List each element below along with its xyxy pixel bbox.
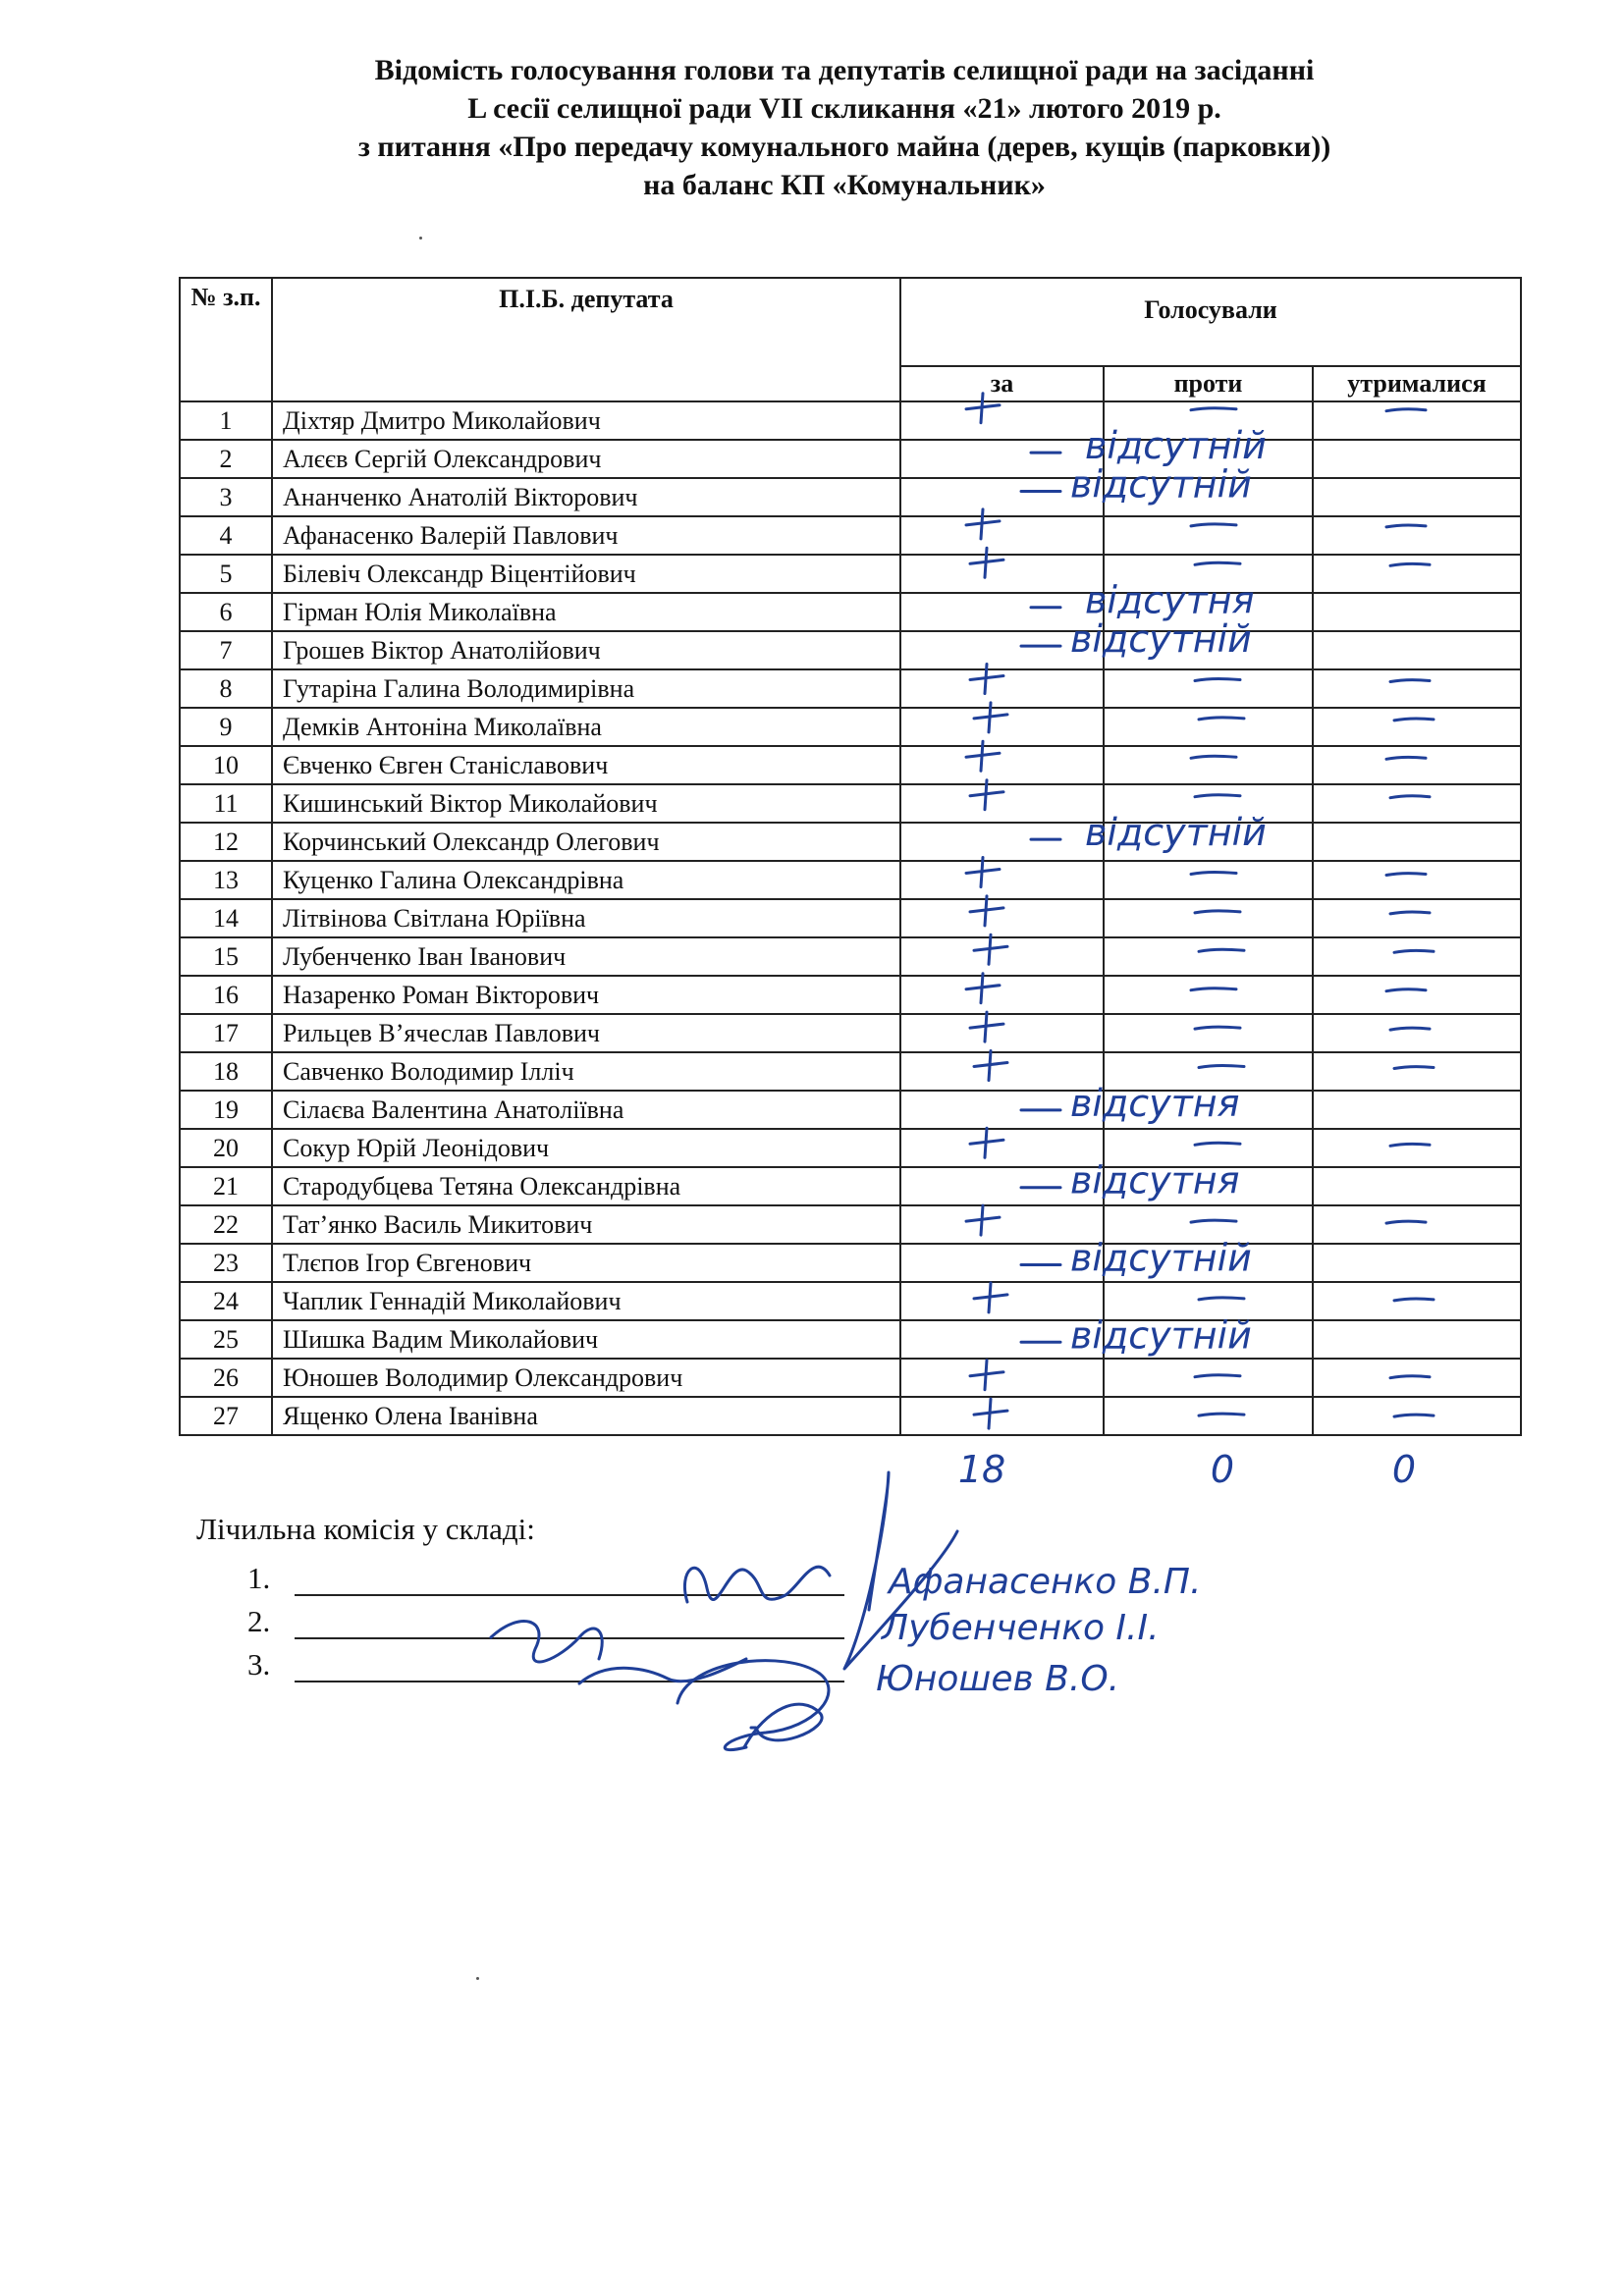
vote-against-cell bbox=[1104, 631, 1313, 669]
row-number: 22 bbox=[180, 1205, 272, 1244]
vote-against-cell bbox=[1104, 899, 1313, 937]
vote-against-cell bbox=[1104, 669, 1313, 708]
row-number: 10 bbox=[180, 746, 272, 784]
vote-total: 0 bbox=[1210, 1448, 1235, 1491]
table-row bbox=[180, 555, 1521, 593]
table-row bbox=[180, 401, 1521, 440]
deputy-name: Грошев Віктор Анатолійович bbox=[272, 631, 900, 669]
absent-note: відсутня bbox=[1070, 1081, 1240, 1125]
deputy-name: Стародубцева Тетяна Олександрівна bbox=[272, 1167, 900, 1205]
column-header-number: № з.п. bbox=[180, 278, 272, 401]
deputy-name: Діхтяр Дмитро Миколайович bbox=[272, 401, 900, 440]
table-row bbox=[180, 593, 1521, 631]
signature-1: Афанасенко В.П. bbox=[889, 1562, 1202, 1602]
vote-for-cell bbox=[900, 1282, 1104, 1320]
row-number: 14 bbox=[180, 899, 272, 937]
deputy-name: Чаплик Геннадій Миколайович bbox=[272, 1282, 900, 1320]
vote-abstain-cell bbox=[1313, 1359, 1521, 1397]
vote-against-cell bbox=[1104, 516, 1313, 555]
table-row bbox=[180, 1282, 1521, 1320]
column-header-voted: Голосували bbox=[900, 278, 1521, 366]
table-row bbox=[180, 937, 1521, 976]
row-number: 15 bbox=[180, 937, 272, 976]
vote-against-cell bbox=[1104, 784, 1313, 823]
vote-abstain-cell bbox=[1313, 555, 1521, 593]
row-number: 19 bbox=[180, 1091, 272, 1129]
vote-against-cell bbox=[1104, 1129, 1313, 1167]
vote-against-cell bbox=[1104, 1244, 1313, 1282]
row-number: 27 bbox=[180, 1397, 272, 1435]
vote-for-cell bbox=[900, 555, 1104, 593]
deputy-name: Шишка Вадим Миколайович bbox=[272, 1320, 900, 1359]
row-number: 17 bbox=[180, 1014, 272, 1052]
column-header-for: за bbox=[900, 366, 1104, 401]
vote-total: 18 bbox=[957, 1448, 1006, 1491]
vote-against-cell bbox=[1104, 746, 1313, 784]
deputy-name: Кишинський Віктор Миколайович bbox=[272, 784, 900, 823]
table-row bbox=[180, 899, 1521, 937]
vote-for-cell bbox=[900, 746, 1104, 784]
row-number: 11 bbox=[180, 784, 272, 823]
table-row bbox=[180, 1397, 1521, 1435]
row-number: 13 bbox=[180, 861, 272, 899]
vote-for-cell bbox=[900, 861, 1104, 899]
scan-speck bbox=[419, 237, 422, 240]
vote-for-cell bbox=[900, 1129, 1104, 1167]
vote-abstain-cell bbox=[1313, 1167, 1521, 1205]
vote-against-cell bbox=[1104, 593, 1313, 631]
vote-against-cell bbox=[1104, 1205, 1313, 1244]
absent-note: відсутній bbox=[1070, 462, 1252, 507]
row-number: 18 bbox=[180, 1052, 272, 1091]
signature-scrawl bbox=[744, 1704, 822, 1747]
vote-abstain-cell bbox=[1313, 899, 1521, 937]
vote-for-cell bbox=[900, 1052, 1104, 1091]
vote-abstain-cell bbox=[1313, 746, 1521, 784]
table-row bbox=[180, 1167, 1521, 1205]
absent-note: відсутній bbox=[1085, 424, 1267, 468]
vote-for-cell bbox=[900, 401, 1104, 440]
absent-note: відсутній bbox=[1070, 1236, 1252, 1280]
deputy-name: Гутаріна Галина Володимирівна bbox=[272, 669, 900, 708]
vote-for-cell bbox=[900, 708, 1104, 746]
vote-abstain-cell bbox=[1313, 1320, 1521, 1359]
vote-abstain-cell bbox=[1313, 861, 1521, 899]
deputy-name: Лубенченко Іван Іванович bbox=[272, 937, 900, 976]
vote-abstain-cell bbox=[1313, 823, 1521, 861]
vote-against-cell bbox=[1104, 1014, 1313, 1052]
deputy-name: Демків Антоніна Миколаївна bbox=[272, 708, 900, 746]
vote-against-cell bbox=[1104, 440, 1313, 478]
table-row bbox=[180, 1052, 1521, 1091]
absent-note: відсутній bbox=[1070, 1313, 1252, 1358]
deputy-name: Сілаєва Валентина Анатоліївна bbox=[272, 1091, 900, 1129]
deputy-name: Савченко Володимир Ілліч bbox=[272, 1052, 900, 1091]
vote-total: 0 bbox=[1391, 1448, 1417, 1491]
vote-for-cell bbox=[900, 631, 1104, 669]
vote-abstain-cell bbox=[1313, 937, 1521, 976]
vote-for-cell bbox=[900, 1397, 1104, 1435]
vote-abstain-cell bbox=[1313, 516, 1521, 555]
vote-against-cell bbox=[1104, 1320, 1313, 1359]
vote-against-cell bbox=[1104, 937, 1313, 976]
deputy-name: Тат’янко Василь Микитович bbox=[272, 1205, 900, 1244]
vote-abstain-cell bbox=[1313, 976, 1521, 1014]
table-row bbox=[180, 669, 1521, 708]
vote-abstain-cell bbox=[1313, 1397, 1521, 1435]
vote-against-cell bbox=[1104, 478, 1313, 516]
heading-line-2: L сесії селищної ради VII скликання «21» лютого 2019 р. bbox=[467, 92, 1221, 125]
vote-abstain-cell bbox=[1313, 593, 1521, 631]
commission-line-2: 2. bbox=[247, 1596, 844, 1639]
signature-3: Юношев В.О. bbox=[876, 1659, 1120, 1699]
deputy-name: Назаренко Роман Вікторович bbox=[272, 976, 900, 1014]
table-row bbox=[180, 1091, 1521, 1129]
signature-scrawl bbox=[844, 1472, 957, 1669]
vote-for-cell bbox=[900, 899, 1104, 937]
table-row bbox=[180, 861, 1521, 899]
table-row bbox=[180, 516, 1521, 555]
vote-for-cell bbox=[900, 784, 1104, 823]
vote-for-cell bbox=[900, 1320, 1104, 1359]
heading-line-3: з питання «Про передачу комунального майна (дерев, кущів (парковки)) bbox=[357, 131, 1331, 163]
signature-blank bbox=[295, 1651, 844, 1682]
vote-against-cell bbox=[1104, 1052, 1313, 1091]
signature-2: Лубенченко І.І. bbox=[882, 1608, 1160, 1648]
absent-note: відсутня bbox=[1085, 578, 1255, 622]
deputy-name: Білевіч Олександр Віцентійович bbox=[272, 555, 900, 593]
column-header-abstain: утрималися bbox=[1313, 366, 1521, 401]
deputy-name: Куценко Галина Олександрівна bbox=[272, 861, 900, 899]
row-number: 12 bbox=[180, 823, 272, 861]
commission-line-3: 3. bbox=[247, 1639, 844, 1682]
row-number: 4 bbox=[180, 516, 272, 555]
absent-note: відсутній bbox=[1085, 811, 1267, 855]
vote-abstain-cell bbox=[1313, 669, 1521, 708]
vote-for-cell bbox=[900, 516, 1104, 555]
vote-for-cell bbox=[900, 937, 1104, 976]
row-number: 2 bbox=[180, 440, 272, 478]
deputy-name: Корчинський Олександр Олегович bbox=[272, 823, 900, 861]
row-number: 6 bbox=[180, 593, 272, 631]
vote-for-cell bbox=[900, 669, 1104, 708]
vote-against-cell bbox=[1104, 861, 1313, 899]
table-row bbox=[180, 440, 1521, 478]
deputy-name: Рильцев В’ячеслав Павлович bbox=[272, 1014, 900, 1052]
vote-abstain-cell bbox=[1313, 708, 1521, 746]
deputy-name: Алєєв Сергій Олександрович bbox=[272, 440, 900, 478]
voting-table bbox=[179, 277, 1522, 1436]
table-row bbox=[180, 708, 1521, 746]
vote-for-cell bbox=[900, 1167, 1104, 1205]
table-row bbox=[180, 1320, 1521, 1359]
deputy-name: Літвінова Світлана Юріївна bbox=[272, 899, 900, 937]
table-row bbox=[180, 478, 1521, 516]
document-heading bbox=[147, 51, 1542, 204]
vote-against-cell bbox=[1104, 708, 1313, 746]
vote-abstain-cell bbox=[1313, 631, 1521, 669]
table-row bbox=[180, 746, 1521, 784]
commission-line-1: 1. bbox=[247, 1553, 844, 1596]
vote-abstain-cell bbox=[1313, 1282, 1521, 1320]
deputy-name: Ананченко Анатолій Вікторович bbox=[272, 478, 900, 516]
deputy-name: Євченко Євген Станіславович bbox=[272, 746, 900, 784]
deputy-name: Тлєпов Ігор Євгенович bbox=[272, 1244, 900, 1282]
column-header-name: П.І.Б. депутата bbox=[272, 278, 900, 401]
vote-for-cell bbox=[900, 1205, 1104, 1244]
vote-for-cell bbox=[900, 1091, 1104, 1129]
row-number: 20 bbox=[180, 1129, 272, 1167]
row-number: 8 bbox=[180, 669, 272, 708]
vote-against-cell bbox=[1104, 976, 1313, 1014]
deputy-name: Сокур Юрій Леонідович bbox=[272, 1129, 900, 1167]
vote-for-cell bbox=[900, 478, 1104, 516]
table-row bbox=[180, 1205, 1521, 1244]
row-number: 7 bbox=[180, 631, 272, 669]
row-number: 23 bbox=[180, 1244, 272, 1282]
vote-for-cell bbox=[900, 976, 1104, 1014]
scan-speck bbox=[476, 1977, 479, 1980]
commission-title: Лічильна комісія у складі: bbox=[196, 1512, 535, 1546]
table-row bbox=[180, 1014, 1521, 1052]
vote-abstain-cell bbox=[1313, 1014, 1521, 1052]
vote-for-cell bbox=[900, 1359, 1104, 1397]
table-row bbox=[180, 823, 1521, 861]
absent-note: відсутній bbox=[1070, 617, 1252, 662]
vote-abstain-cell bbox=[1313, 401, 1521, 440]
table-row bbox=[180, 784, 1521, 823]
vote-abstain-cell bbox=[1313, 478, 1521, 516]
vote-abstain-cell bbox=[1313, 1244, 1521, 1282]
vote-against-cell bbox=[1104, 1091, 1313, 1129]
row-number: 1 bbox=[180, 401, 272, 440]
row-number: 5 bbox=[180, 555, 272, 593]
table-row bbox=[180, 976, 1521, 1014]
signature-blank bbox=[295, 1565, 844, 1596]
vote-for-cell bbox=[900, 593, 1104, 631]
row-number: 26 bbox=[180, 1359, 272, 1397]
vote-for-cell bbox=[900, 1014, 1104, 1052]
vote-for-cell bbox=[900, 440, 1104, 478]
row-number: 21 bbox=[180, 1167, 272, 1205]
column-header-against: проти bbox=[1104, 366, 1313, 401]
vote-abstain-cell bbox=[1313, 440, 1521, 478]
deputy-name: Гірман Юлія Миколаївна bbox=[272, 593, 900, 631]
counting-commission bbox=[196, 1512, 844, 1682]
vote-abstain-cell bbox=[1313, 1091, 1521, 1129]
vote-abstain-cell bbox=[1313, 784, 1521, 823]
row-number: 25 bbox=[180, 1320, 272, 1359]
vote-against-cell bbox=[1104, 401, 1313, 440]
vote-against-cell bbox=[1104, 1397, 1313, 1435]
vote-abstain-cell bbox=[1313, 1205, 1521, 1244]
signature-blank bbox=[295, 1608, 844, 1639]
vote-against-cell bbox=[1104, 1359, 1313, 1397]
deputy-name: Афанасенко Валерій Павлович bbox=[272, 516, 900, 555]
table-row bbox=[180, 1244, 1521, 1282]
table-row bbox=[180, 631, 1521, 669]
vote-for-cell bbox=[900, 1244, 1104, 1282]
table-row bbox=[180, 1129, 1521, 1167]
row-number: 3 bbox=[180, 478, 272, 516]
vote-against-cell bbox=[1104, 823, 1313, 861]
vote-abstain-cell bbox=[1313, 1129, 1521, 1167]
heading-line-4: на баланс КП «Комунальник» bbox=[643, 169, 1046, 201]
vote-against-cell bbox=[1104, 555, 1313, 593]
deputy-name: Ященко Олена Іванівна bbox=[272, 1397, 900, 1435]
row-number: 16 bbox=[180, 976, 272, 1014]
vote-against-cell bbox=[1104, 1282, 1313, 1320]
vote-against-cell bbox=[1104, 1167, 1313, 1205]
deputy-name: Юношев Володимир Олександрович bbox=[272, 1359, 900, 1397]
vote-abstain-cell bbox=[1313, 1052, 1521, 1091]
absent-note: відсутня bbox=[1070, 1158, 1240, 1202]
table-row bbox=[180, 1359, 1521, 1397]
vote-for-cell bbox=[900, 823, 1104, 861]
row-number: 24 bbox=[180, 1282, 272, 1320]
heading-line-1: Відомість голосування голови та депутатів селищної ради на засіданні bbox=[374, 54, 1315, 86]
row-number: 9 bbox=[180, 708, 272, 746]
